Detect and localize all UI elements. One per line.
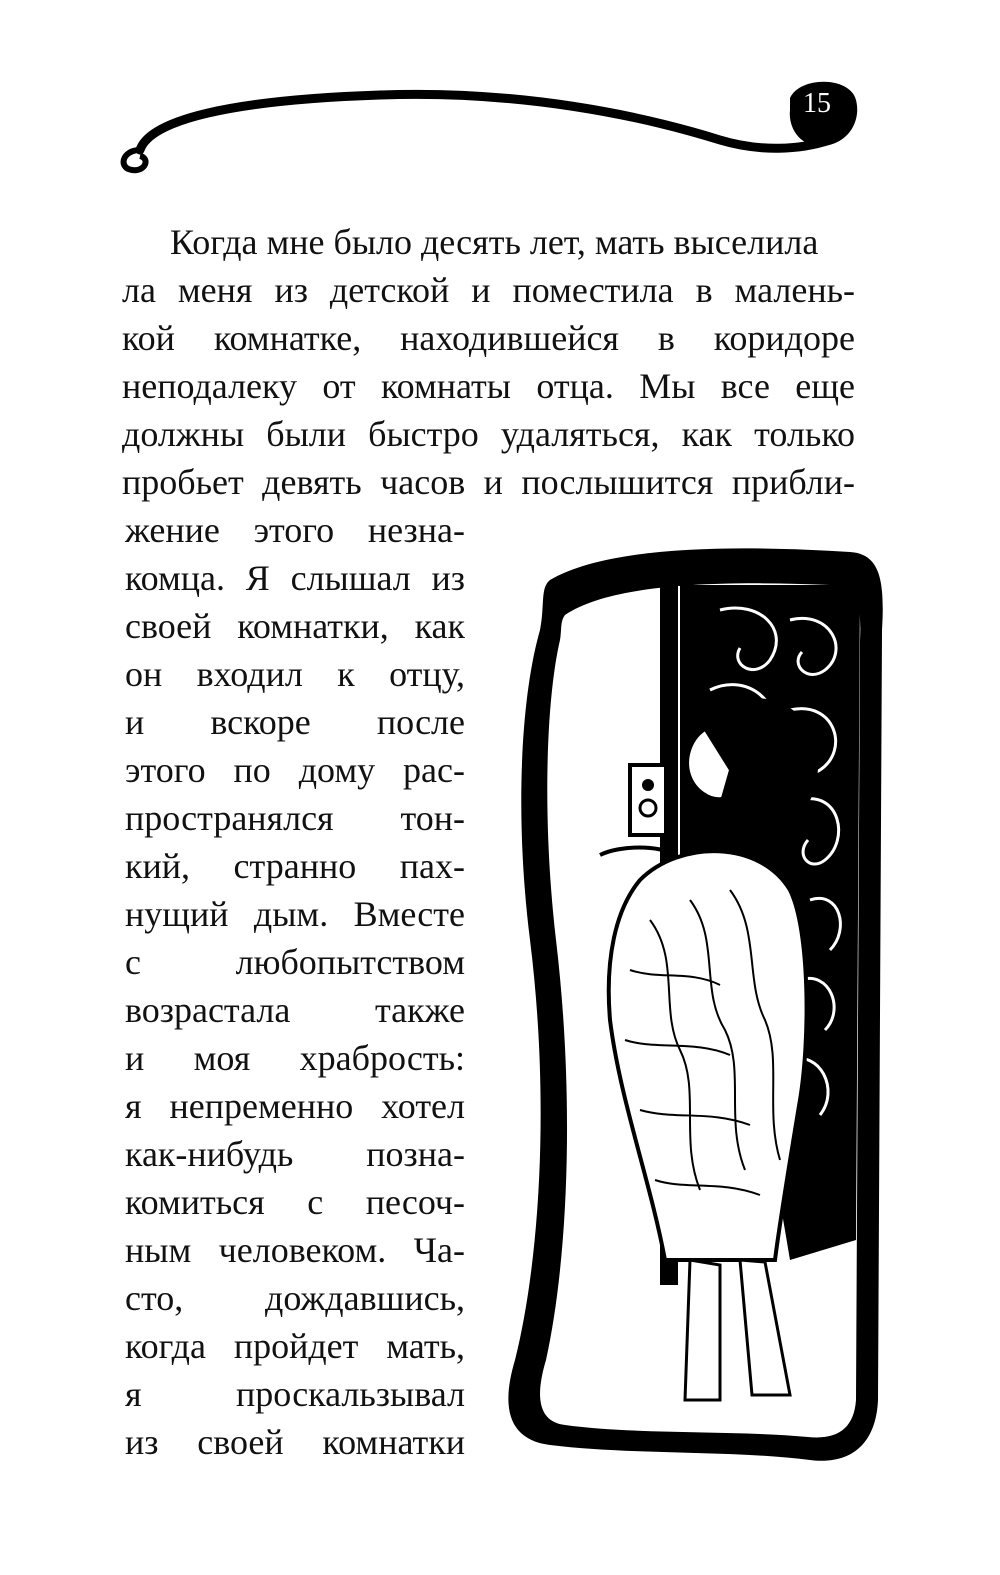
text-line: своей комнатки, как xyxy=(125,606,465,646)
text-line: этого по дому рас- xyxy=(125,750,465,790)
text-line: кий, странно пах- xyxy=(125,846,465,886)
text-line: я проскальзывал xyxy=(125,1374,465,1414)
text-line: с любопытством xyxy=(125,942,465,982)
text-line: Когда мне было десять лет, мать выселила xyxy=(170,222,819,262)
text-line: и вскоре после xyxy=(125,702,465,742)
ornamental-header-flourish-icon xyxy=(0,0,1000,200)
page-header xyxy=(0,0,1000,200)
text-line: и моя храбрость: xyxy=(125,1038,465,1078)
text-line: кой комнатке, находившейся в коридоре xyxy=(122,318,855,358)
text-line: комца. Я слышал из xyxy=(125,558,465,598)
text-line: комиться с песоч- xyxy=(125,1182,465,1222)
text-line: когда пройдет мать, xyxy=(125,1326,465,1366)
text-line: как-нибудь позна- xyxy=(125,1134,465,1174)
text-line: он входил к отцу, xyxy=(125,654,465,694)
text-line: ным человеком. Ча- xyxy=(125,1230,465,1270)
text-line: из своей комнатки xyxy=(125,1422,465,1462)
text-line: должны были быстро удаляться, как только xyxy=(122,414,855,454)
text-line: неподалеку от комнаты отца. Мы все еще xyxy=(122,366,855,406)
text-line: я непременно хотел xyxy=(125,1086,465,1126)
text-line: ла меня из детской и поместила в малень- xyxy=(122,270,855,310)
text-line: нущий дым. Вместе xyxy=(125,894,465,934)
text-line: пробьет девять часов и послышится прибли- xyxy=(122,462,855,502)
woman-at-door-illustration-icon xyxy=(490,540,885,1470)
text-line: пространялся тон- xyxy=(125,798,465,838)
text-line: жение этого незна- xyxy=(125,510,465,550)
text-line: сто, дождавшись, xyxy=(125,1278,465,1318)
page-number: 15 xyxy=(803,88,831,119)
text-line: возрастала также xyxy=(125,990,465,1030)
illustration xyxy=(490,540,885,1470)
